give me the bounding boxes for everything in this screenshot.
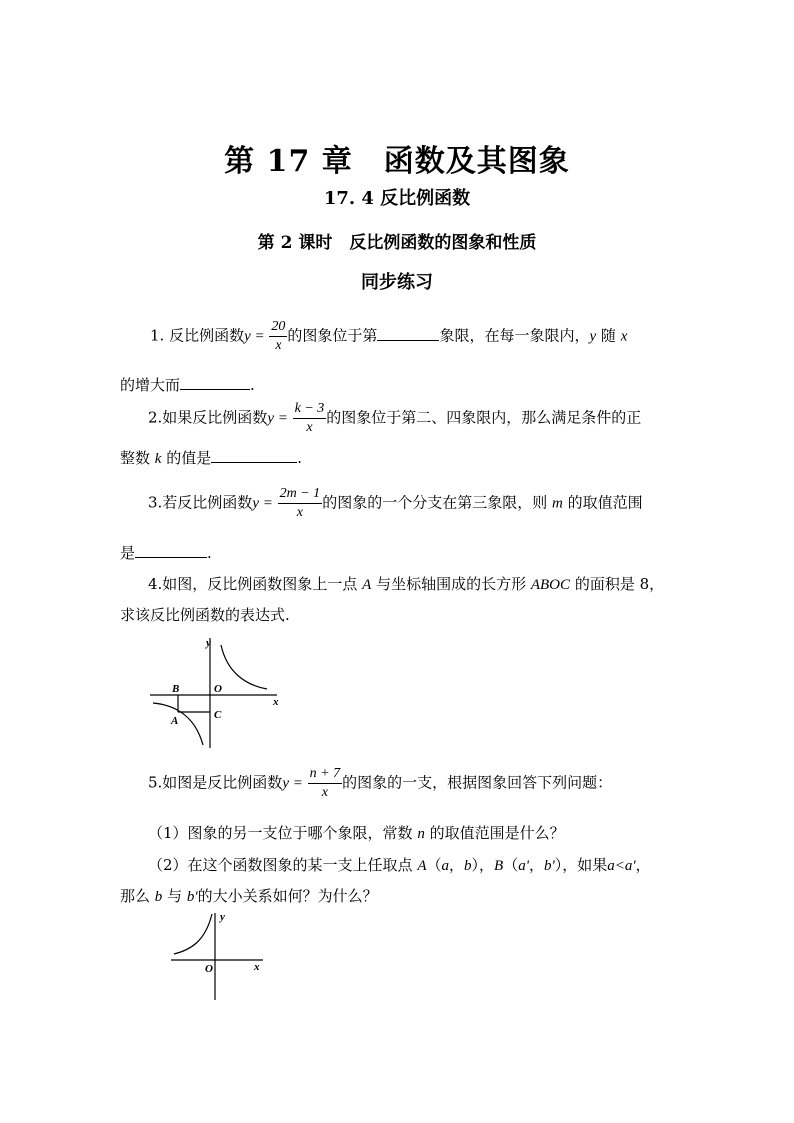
comma: ， [635, 856, 651, 874]
question-text: 的图象位于第 [287, 326, 378, 345]
question-text: （1）图象的另一支位于哪个象限，常数 [148, 824, 413, 842]
point-c-label: C [214, 709, 222, 721]
paren: ）， [471, 856, 495, 874]
variable: x [620, 328, 628, 345]
question-3-line-2 [120, 542, 212, 563]
variable: m [551, 495, 563, 512]
variable: y [589, 328, 597, 345]
question-1-line-1 [150, 318, 627, 355]
question-4-line-2 [120, 604, 290, 625]
point-b-label: B [172, 683, 180, 695]
question-1-line-2 [120, 374, 255, 395]
question-text: 的值是 [166, 449, 212, 467]
question-text: 的增大而 [120, 376, 181, 394]
variable: A [362, 577, 372, 593]
variable: k [154, 451, 162, 467]
paren: ），如果 [554, 856, 608, 874]
lesson-title: 第 2 课时 反比例函数的图象和性质 [257, 233, 537, 253]
variable: B [494, 858, 504, 874]
fraction-numerator: 2m − 1 [278, 485, 323, 504]
hyperbola-figure-1 [145, 632, 290, 750]
question-text: 象限，在每一象限内， [439, 326, 590, 345]
variable: b' [186, 889, 198, 905]
period: . [250, 376, 255, 394]
variable: a [441, 858, 450, 874]
question-4-line-1 [148, 573, 664, 594]
question-3-line-1 [148, 485, 643, 522]
paren: （ [426, 856, 442, 874]
hyperbola-branch-quadrant-2 [174, 914, 212, 954]
question-text: 是 [120, 544, 136, 562]
question-text: 反比例函数 [169, 326, 245, 345]
question-text: 4.如图，反比例函数图象上一点 [148, 575, 358, 593]
question-2-line-1 [148, 400, 641, 437]
fraction-denominator: x [306, 420, 313, 435]
hyperbola-figure-2 [165, 908, 270, 1003]
paren: （ [503, 856, 519, 874]
answer-blank[interactable] [135, 543, 207, 558]
question-text: 与 [167, 887, 183, 905]
fraction-denominator: x [321, 785, 328, 800]
question-text: 与坐标轴围成的长方形 [376, 575, 527, 593]
question-text: 随 [600, 326, 616, 345]
question-number: 1. [150, 326, 165, 345]
question-text: （2）在这个函数图象的某一支上任取点 [148, 856, 413, 874]
answer-blank[interactable] [377, 326, 439, 341]
comma: ， [449, 856, 465, 874]
equation-lhs: y = [252, 495, 273, 512]
origin-label: O [214, 683, 222, 695]
x-axis-label: x [273, 696, 279, 708]
variable: a' [518, 858, 529, 874]
equation-lhs: y = [267, 410, 288, 427]
question-text: 5.如图是反比例函数 [148, 773, 283, 792]
answer-blank[interactable] [180, 375, 250, 390]
question-5-line-1 [148, 765, 612, 802]
question-text: 的面积是 8， [574, 575, 665, 593]
origin-label: O [205, 963, 213, 975]
variable: n [417, 826, 425, 842]
question-text: 的图象位于第二、四象限内，那么满足条件的正 [326, 408, 642, 427]
question-2-line-2 [120, 447, 302, 468]
question-text: 的取值范围 [567, 493, 643, 512]
fraction-denominator: x [275, 338, 282, 353]
question-text: 求该反比例函数的表达式. [120, 606, 290, 624]
rectangle-name: ABOC [530, 577, 571, 593]
question-5-part-1 [148, 822, 565, 843]
question-text: 的图象的一支，根据图象回答下列问题： [342, 773, 613, 792]
section-title: 17. 4 反比例函数 [323, 188, 471, 209]
x-axis-label: x [254, 961, 260, 973]
fraction-numerator: 20 [269, 318, 287, 337]
point-a-label: A [171, 715, 179, 727]
question-text: 2.如果反比例函数 [148, 408, 268, 427]
question-text: 的取值范围是什么？ [429, 824, 565, 842]
equation-lhs: y = [282, 775, 303, 792]
question-5-part-3 [120, 885, 378, 906]
question-text: 的图象的一个分支在第三象限，则 [322, 493, 548, 512]
fraction [308, 765, 342, 802]
fraction [278, 485, 323, 522]
period: . [297, 449, 303, 467]
hyperbola-branch-quadrant-1 [221, 645, 267, 689]
question-text: 那么 [120, 887, 151, 905]
variable: b [464, 858, 472, 874]
variable: b' [543, 858, 555, 874]
fraction-numerator: n + 7 [308, 765, 342, 784]
fraction [293, 400, 327, 437]
practice-title: 同步练习 [361, 272, 433, 293]
question-text: 整数 [120, 449, 151, 467]
fraction-denominator: x [296, 505, 304, 520]
equation-lhs: y = [244, 328, 265, 345]
fraction [269, 318, 287, 355]
condition: a<a' [607, 858, 636, 874]
question-5-part-2 [148, 854, 651, 875]
variable: b [154, 889, 163, 905]
fraction-numerator: k − 3 [293, 400, 327, 419]
y-axis-label: y [206, 637, 211, 649]
question-text: 的大小关系如何？为什么？ [197, 887, 378, 905]
period: . [207, 544, 212, 562]
question-text: 3.若反比例函数 [148, 493, 253, 512]
variable: A [417, 858, 427, 874]
chapter-title: 第 17 章 函数及其图象 [224, 144, 570, 179]
comma: ， [528, 856, 544, 874]
answer-blank[interactable] [211, 448, 297, 463]
y-axis-label: y [220, 911, 225, 923]
